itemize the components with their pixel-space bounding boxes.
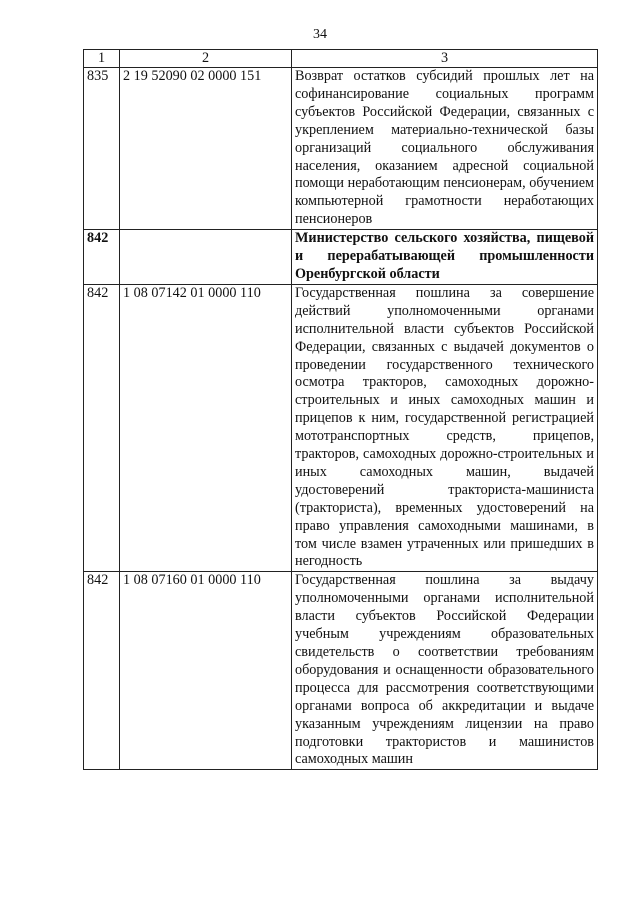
column-header-1: 1 (84, 50, 120, 68)
revenue-code-cell: 2 19 52090 02 0000 151 (120, 68, 292, 230)
ministry-name-cell: Министерство сельского хозяйства, пищевой и перерабатывающей промышленности Оренбургской области (292, 230, 598, 285)
description-cell: Государственная пошлина за выдачу уполномоченными органами исполнительной власти субъектов Российской Федерации учебным учреждениям образовательных свидетельств о соответствии требованиям оборудования и оснащенности образовательного процесса для рассмотрения соответствующими органами вопроса об аккредитации и выдаче указанным учреждениям лицензии на право подготовки трактористов и машинистов самоходных машин (292, 572, 598, 770)
table-row-ministry (84, 230, 598, 285)
revenue-code-cell: 1 08 07142 01 0000 110 (120, 284, 292, 572)
table-header-row (84, 50, 598, 68)
column-header-3: 3 (292, 50, 598, 68)
page-number: 34 (313, 27, 327, 42)
admin-code-cell: 835 (84, 68, 120, 230)
table-row (84, 68, 598, 230)
column-header-2: 2 (120, 50, 292, 68)
revenue-code-cell: 1 08 07160 01 0000 110 (120, 572, 292, 770)
table-row (84, 572, 598, 770)
table-row (84, 284, 598, 572)
description-cell: Государственная пошлина за совершение действий уполномоченными органами исполнительной власти субъектов Российской Федерации, связанных с выдачей документов о проведении государственного технического осмотра тракторов, самоходных дорожно-строительных и иных самоходных машин и прицепов к ним, государственной регистрацией мототранспортных средств, прицепов, тракторов, самоходных дорожно-строительных и иных самоходных машин, выдачей удостоверений тракториста-машиниста (тракториста), временных удостоверений на право управления самоходными машинами, в том числе взамен утраченных или пришедших в негодность (292, 284, 598, 572)
description-cell: Возврат остатков субсидий прошлых лет на софинансирование социальных программ субъектов Российской Федерации, связанных с укреплением материально-технической базы организаций социального обслуживания населения, оказанием адресной социальной помощи неработающим пенсионерам, обучением компьютерной грамотности неработающих пенсионеров (292, 68, 598, 230)
admin-code-cell: 842 (84, 230, 120, 285)
revenue-code-cell (120, 230, 292, 285)
budget-codes-table (83, 49, 598, 770)
admin-code-cell: 842 (84, 572, 120, 770)
admin-code-cell: 842 (84, 284, 120, 572)
